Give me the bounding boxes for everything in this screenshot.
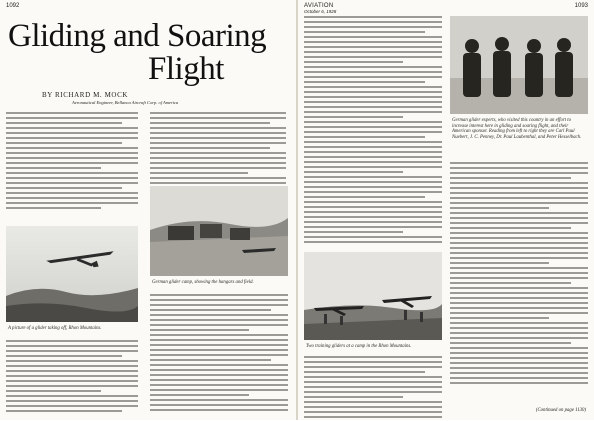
caption-glider-camp: German glider camp, showing the hangars and field. [152, 280, 254, 285]
left-page [0, 0, 296, 420]
running-header [304, 3, 336, 15]
article-title [8, 20, 288, 86]
text-column-left-1-bottom [6, 340, 138, 415]
header-title: AVIATION [304, 3, 334, 9]
text-column-right-1 [304, 16, 442, 246]
byline: BY RICHARD M. MOCK [42, 91, 128, 99]
text-column-left-2-bottom [150, 294, 288, 414]
continued-note: (Continued on page 1130) [535, 408, 586, 413]
article-title-line2: Flight [148, 51, 224, 87]
right-page [298, 0, 594, 420]
text-column-left-2 [150, 112, 286, 187]
photo-glider-camp [150, 186, 288, 276]
page-number-right: 1093 [574, 3, 588, 9]
caption-glider-takeoff: A picture of a glider taking off, Rhon Mountains. [8, 326, 102, 331]
page-number-left: 1092 [6, 3, 20, 9]
photo-glider-takeoff [6, 226, 138, 322]
header-date: October 6, 1928 [304, 9, 337, 14]
article-title-line1: Gliding and Soaring [8, 18, 267, 54]
caption-glider-experts: German glider experts, who visited this country in an effort to increase interest here in gliding and soaring flight, and their American sponsor. Reading from left to right they are Carl Paul Nuebert, J. C. Penney, Dr. Paul Laubenthal, and Peter Hesselbach. [452, 118, 582, 140]
photo-training-gliders [304, 252, 442, 340]
text-column-right-1-bottom [304, 356, 442, 421]
text-column-right-2 [450, 162, 588, 387]
text-column-left-1 [6, 112, 138, 212]
author-affiliation: Aeronautical Engineer, Bellanca Aircraft Corp. of America [72, 100, 179, 105]
photo-glider-experts [450, 16, 588, 114]
caption-training-gliders: Two training gliders at a camp in the Rhon Mountains. [306, 344, 412, 349]
